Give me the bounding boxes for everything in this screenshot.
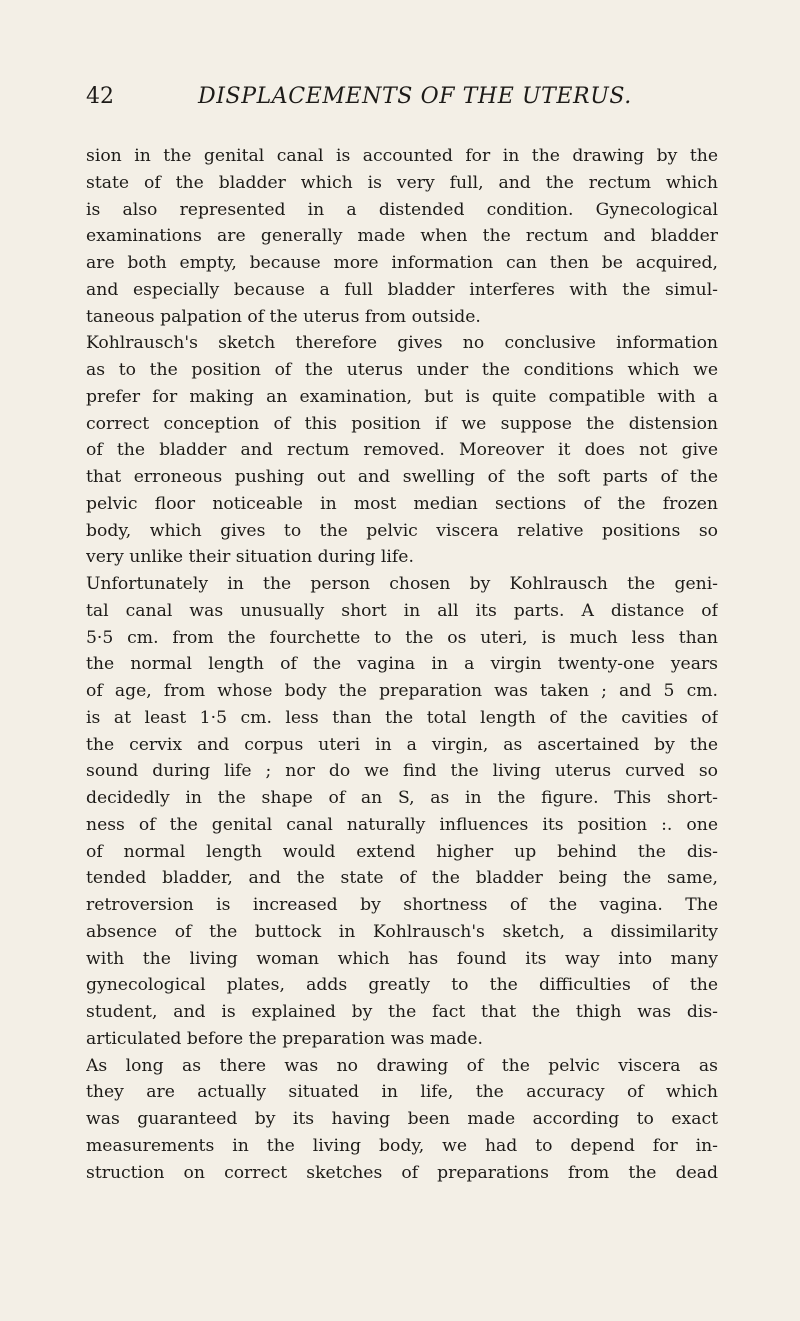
body-text: [86, 143, 718, 1186]
text-line: 5·5 cm. from the fourchette to the os uteri, is much less than: [86, 627, 718, 648]
text-line: absence of the buttock in Kohlrausch's sketch, a dissimilarity: [86, 921, 718, 942]
text-line: tal canal was unusually short in all its parts. A distance of: [86, 600, 718, 621]
text-line: was guaranteed by its having been made according to exact: [86, 1109, 718, 1129]
text-line: and especially because a full bladder interferes with the simul-: [86, 279, 718, 300]
text-line: the cervix and corpus uteri in a virgin, as ascertained by the: [86, 734, 718, 755]
text-line: that erroneous pushing out and swelling of the soft parts of the: [86, 467, 718, 487]
text-line: examinations are generally made when the rectum and bladder: [86, 226, 718, 247]
text-line: with the living woman which has found its way into many: [86, 948, 718, 969]
text-line: prefer for making an examination, but is quite compatible with a: [86, 386, 718, 407]
text-line: measurements in the living body, we had to depend for in-: [86, 1135, 718, 1156]
text-line: decidedly in the shape of an S, as in the figure. This short-: [86, 788, 718, 808]
text-line: Unfortunately in the person chosen by Kohlrausch the geni-: [86, 574, 718, 594]
text-line: the normal length of the vagina in a virgin twenty-one years: [86, 654, 718, 675]
text-line: body, which gives to the pelvic viscera relative positions so: [86, 520, 718, 541]
text-line: of normal length would extend higher up behind the dis-: [86, 841, 718, 862]
text-line: is at least 1·5 cm. less than the total length of the cavities of: [86, 707, 718, 728]
text-line: pelvic floor noticeable in most median sections of the frozen: [86, 493, 718, 514]
text-line: correct conception of this position if we suppose the distension: [86, 413, 718, 434]
text-line: articulated before the preparation was made.: [86, 1028, 484, 1049]
page-number: 42: [86, 84, 114, 109]
text-line: ness of the genital canal naturally influences its position :. one: [86, 814, 718, 835]
text-line: of the bladder and rectum removed. Moreover it does not give: [86, 440, 718, 461]
text-line: As long as there was no drawing of the pelvic viscera as: [86, 1055, 718, 1076]
text-line: retroversion is increased by shortness of the vagina. The: [86, 895, 718, 915]
text-line: Kohlrausch's sketch therefore gives no conclusive information: [86, 333, 718, 354]
text-line: tended bladder, and the state of the bladder being the same,: [86, 868, 718, 889]
text-line: is also represented in a distended condition. Gynecological: [86, 199, 718, 220]
text-line: as to the position of the uterus under the conditions which we: [86, 360, 718, 380]
text-line: they are actually situated in life, the accuracy of which: [86, 1082, 718, 1103]
text-line: struction on correct sketches of preparations from the dead: [86, 1162, 718, 1183]
text-line: state of the bladder which is very full, and the rectum which: [86, 172, 718, 193]
running-title: DISPLACEMENTS OF THE UTERUS.: [198, 84, 632, 109]
text-line: sion in the genital canal is accounted for in the drawing by the: [86, 146, 718, 166]
text-line: student, and is explained by the fact that the thigh was dis-: [86, 1002, 718, 1022]
text-line: very unlike their situation during life.: [86, 547, 414, 568]
text-line: sound during life ; nor do we find the living uterus curved so: [86, 761, 718, 782]
running-head: [86, 76, 726, 116]
text-line: are both empty, because more information can then be acquired,: [86, 253, 718, 273]
text-line: of age, from whose body the preparation was taken ; and 5 cm.: [86, 681, 718, 701]
text-line: gynecological plates, adds greatly to the difficulties of the: [86, 975, 718, 996]
text-line: taneous palpation of the uterus from outside.: [86, 306, 481, 327]
